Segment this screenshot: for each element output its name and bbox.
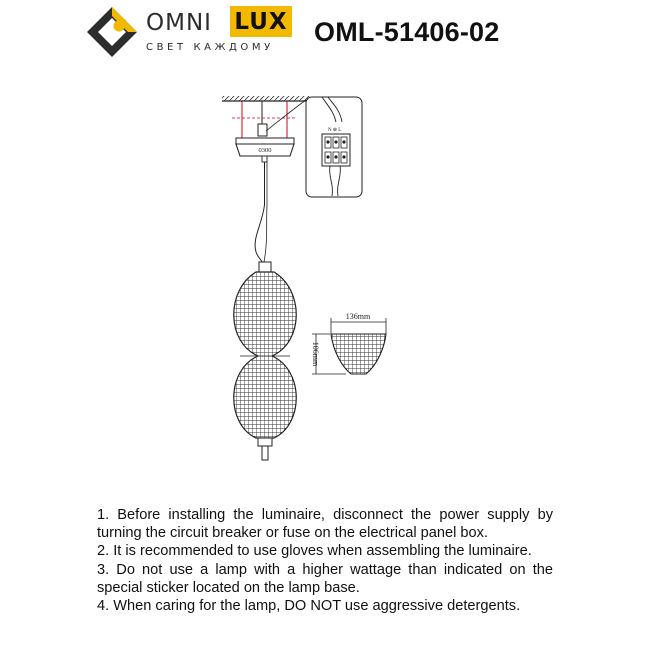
shade-section-detail xyxy=(311,312,386,374)
instruction-item: 4. When caring for the lamp, DO NOT use aggressive detergents. xyxy=(97,598,521,615)
instruction-item: 3. Do not use a lamp with a higher wattage than indicated on the special sticker located on the lamp base. xyxy=(97,561,553,596)
brand-tagline: СВЕТ КАЖДОМУ xyxy=(146,42,274,53)
safety-instructions xyxy=(97,506,553,615)
mounting-bracket xyxy=(232,101,297,144)
lamp-body xyxy=(234,262,297,460)
shade-width-label: 136mm xyxy=(345,312,371,321)
suspension-cable xyxy=(255,162,267,264)
canopy-label: 0300 xyxy=(258,147,272,154)
brand-name-lux: LUX xyxy=(230,6,292,37)
instruction-item: 2. It is recommended to use gloves when assembling the luminaire. xyxy=(97,543,532,560)
wiring-detail xyxy=(306,97,362,197)
ceiling xyxy=(222,96,310,101)
instruction-item: 1. Before installing the luminaire, disconnect the power supply by turning the circuit breaker or fuse on the electrical panel box. xyxy=(97,507,553,542)
svg-text:N ⊕ L: N ⊕ L xyxy=(328,128,342,133)
shade-height-label: 106mm xyxy=(311,341,320,367)
brand-name-omni: OMNI xyxy=(146,10,212,36)
canopy xyxy=(236,144,294,162)
model-number: OML-51406-02 xyxy=(314,17,500,47)
